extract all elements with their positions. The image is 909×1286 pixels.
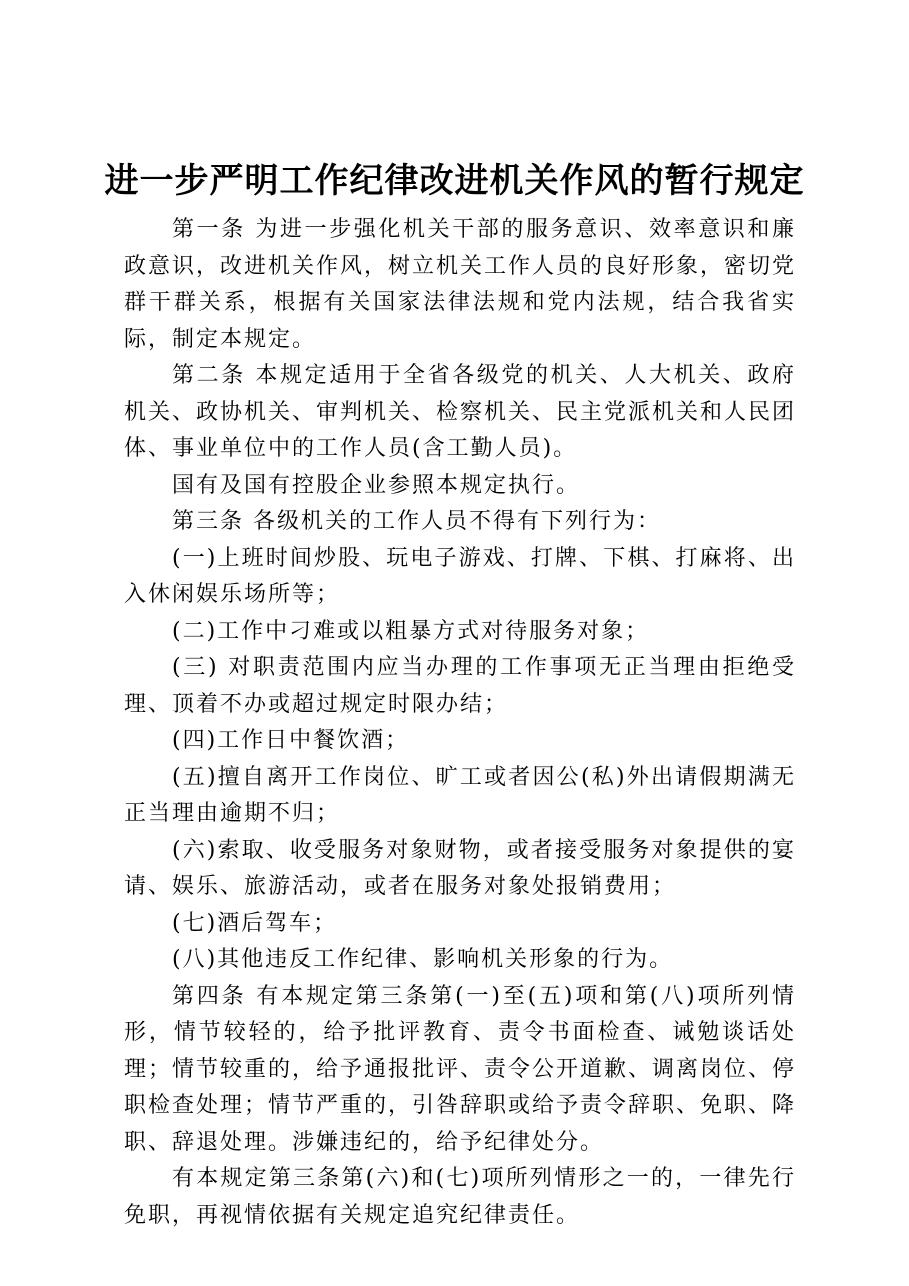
article-2-paragraph: 第二条 本规定适用于全省各级党的机关、人大机关、政府机关、政协机关、审判机关、检察机关、民主党派机关和人民团体、事业单位中的工作人员(含工勤人员)。: [124, 363, 797, 461]
document-body: [124, 212, 796, 1234]
article-3-item-5: (五)擅自离开工作岗位、旷工或者因公(私)外出请假期满无正当理由逾期不归；: [124, 764, 796, 826]
article-4-supplement-paragraph: 有本规定第三条第(六)和(七)项所列情形之一的，一律先行免职，再视情依据有关规定追究纪律责任。: [124, 1166, 796, 1228]
article-3-item-2: (二)工作中刁难或以粗暴方式对待服务对象；: [172, 618, 650, 644]
article-4-paragraph: 第四条 有本规定第三条第(一)至(五)项和第(八)项所列情形，情节较轻的，给予批评教育、责令书面检查、诫勉谈话处理；情节较重的，给予通报批评、责令公开道歉、调离岗位、停职检查处理；情节严重的，引咎辞职或给予责令辞职、免职、降职、辞退处理。涉嫌违纪的，给予纪律处分。: [124, 983, 797, 1155]
article-3-item-4: (四)工作日中餐饮酒；: [172, 728, 410, 753]
document-title: 进一步严明工作纪律改进机关作风的暂行规定: [104, 161, 805, 201]
article-3-item-7: (七)酒后驾车；: [172, 910, 338, 936]
article-3-item-3: (三) 对职责范围内应当办理的工作事项无正当理由拒绝受理、顶着不办或超过规定时限办结；: [124, 655, 796, 717]
article-3-item-8: (八)其他违反工作纪律、影响机关形象的行为。: [172, 947, 674, 972]
article-1-paragraph: 第一条 为进一步强化机关干部的服务意识、效率意识和廉政意识，改进机关作风，树立机关工作人员的良好形象，密切党群干群关系，根据有关国家法律法规和党内法规，结合我省实际，制定本规定。: [124, 217, 797, 352]
article-3-paragraph: 第三条 各级机关的工作人员不得有下列行为：: [172, 509, 661, 534]
article-3-item-1: (一)上班时间炒股、玩电子游戏、打牌、下棋、打麻将、出入休闲娱乐场所等；: [124, 545, 796, 607]
article-2-supplement-paragraph: 国有及国有控股企业参照本规定执行。: [172, 472, 581, 498]
article-3-item-6: (六)索取、收受服务对象财物，或者接受服务对象提供的宴请、娱乐、旅游活动，或者在服务对象处报销费用；: [124, 837, 796, 899]
